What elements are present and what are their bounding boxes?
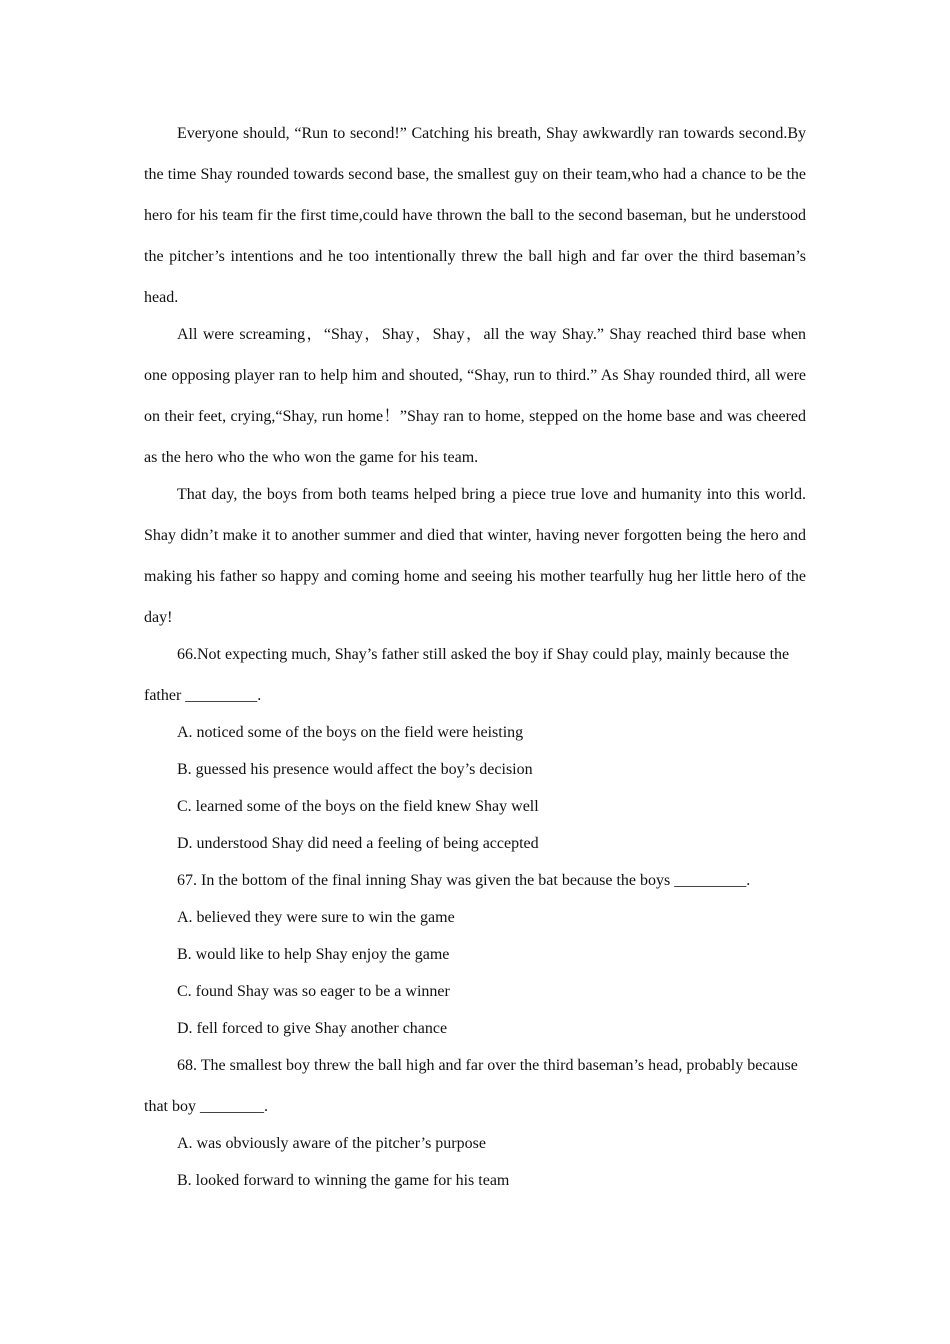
question-67-option-b: B. would like to help Shay enjoy the game [177, 946, 450, 963]
question-68-option-b: B. looked forward to winning the game for his team [177, 1172, 510, 1189]
passage-paragraph-2: All were screaming，“Shay，Shay，Shay，all the way Shay.” Shay reached third base when one opposing player ran to help him and shouted, “Shay, run to third.” As Shay rounded third, all were on their feet, crying,“Shay, run home！”Shay ran to home, stepped on the home base and was cheered as the hero who the who won the game for his team. [144, 326, 806, 466]
question-66-option-d: D. understood Shay did need a feeling of being accepted [177, 835, 539, 852]
question-68-option-a: A. was obviously aware of the pitcher’s purpose [177, 1135, 486, 1152]
passage-paragraph-3: That day, the boys from both teams helped bring a piece true love and humanity into this world. Shay didn’t make it to another summer and died that winter, having never forgotten being the hero and making his father so happy and coming home and seeing his mother tearfully hug her little hero of the day! [144, 486, 806, 626]
question-67-option-c: C. found Shay was so eager to be a winner [177, 983, 450, 1000]
question-67-stem: 67. In the bottom of the final inning Shay was given the bat because the boys _________. [177, 872, 751, 889]
passage-paragraph-1: Everyone should, “Run to second!” Catching his breath, Shay awkwardly ran towards second.By the time Shay rounded towards second base, the smallest guy on their team,who had a chance to be the hero for his team fir the first time,could have thrown the ball to the second baseman, but he understood the pitcher’s intentions and he too intentionally threw the ball high and far over the third baseman’s head. [144, 125, 806, 306]
question-66-option-c: C. learned some of the boys on the field knew Shay well [177, 798, 539, 815]
document-body [144, 113, 806, 1197]
question-66-stem: 66.Not expecting much, Shay’s father still asked the boy if Shay could play, mainly because the father _________. [144, 646, 790, 704]
question-67-option-a: A. believed they were sure to win the game [177, 909, 455, 926]
question-66-option-a: A. noticed some of the boys on the field were heisting [177, 724, 524, 741]
question-66-option-b: B. guessed his presence would affect the boy’s decision [177, 761, 533, 778]
question-68-stem: 68. The smallest boy threw the ball high and far over the third baseman’s head, probably because that boy ________. [144, 1057, 798, 1115]
question-67-option-d: D. fell forced to give Shay another chance [177, 1020, 448, 1037]
